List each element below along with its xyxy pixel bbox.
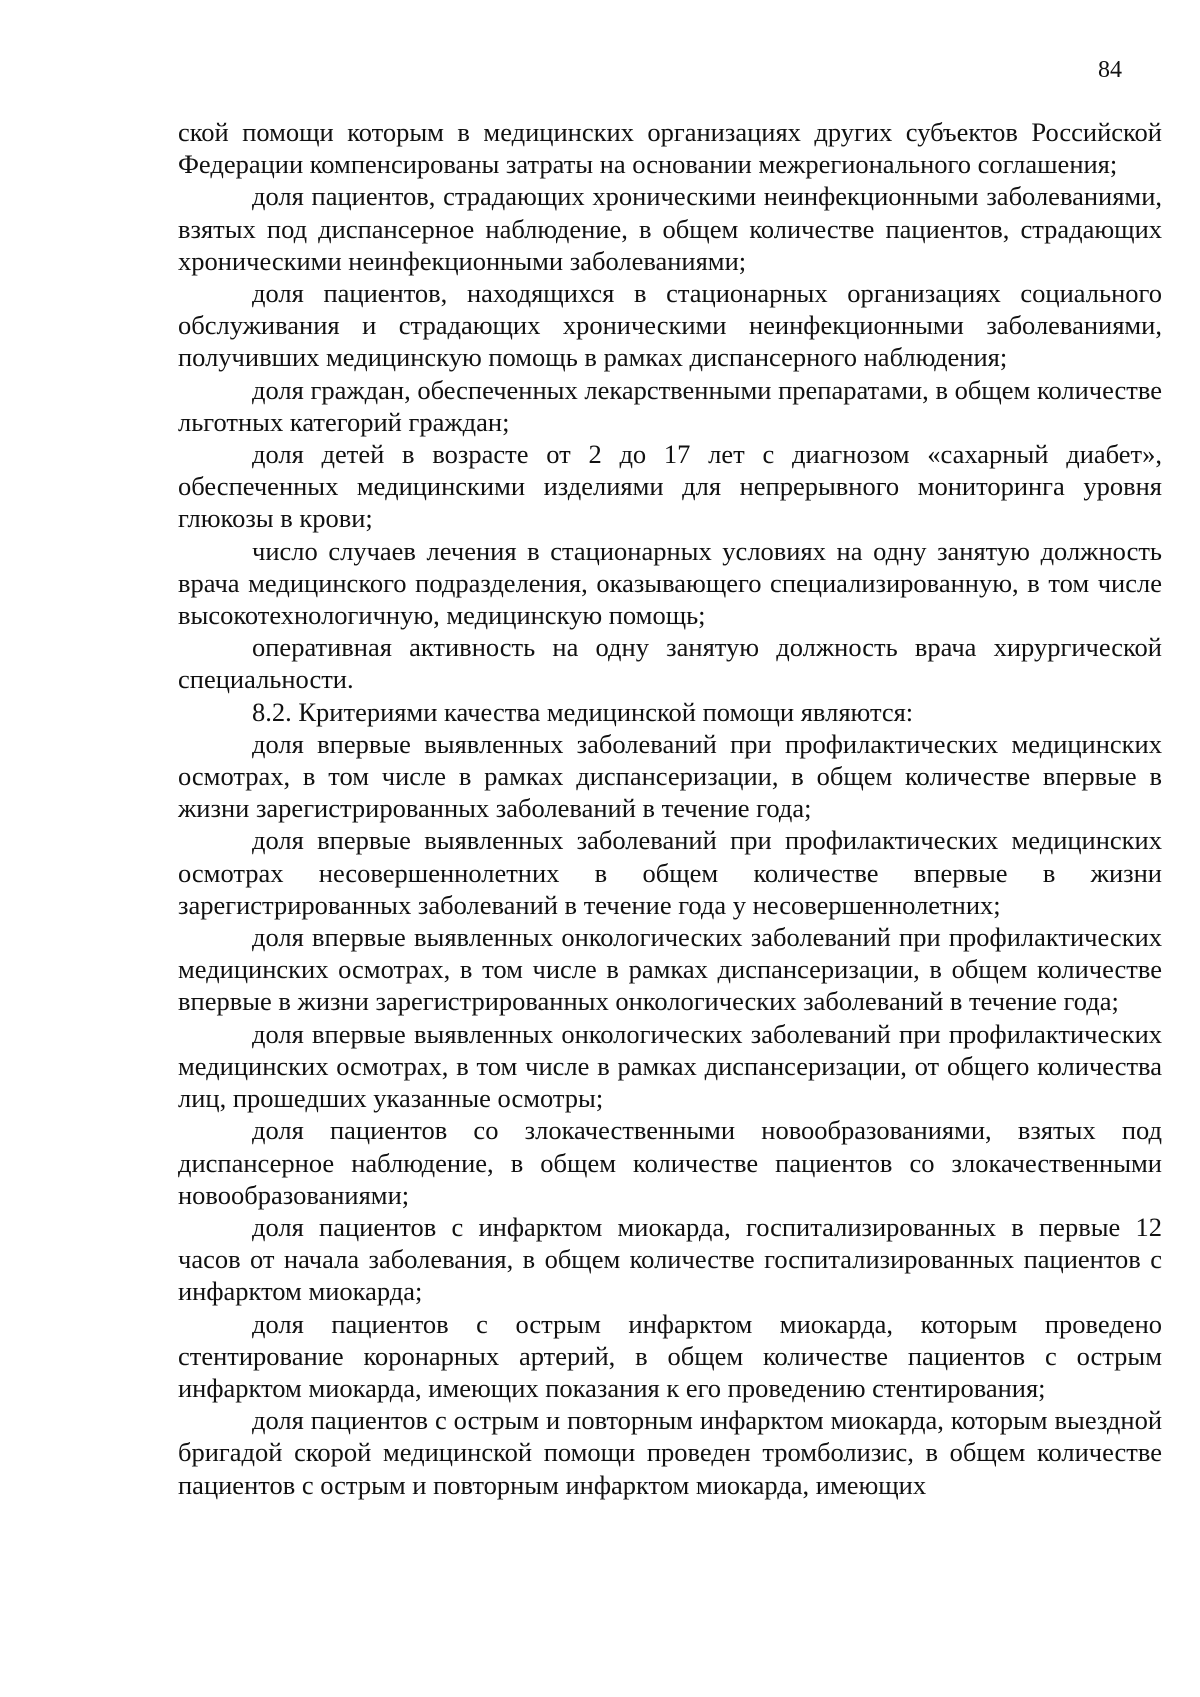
paragraph: доля пациентов с острым инфарктом миокарда, которым проведено стентирование коронарных артерий, в общем количестве пациентов с острым инфарктом миокарда, имеющих показания к его проведению стентирования; — [178, 1308, 1162, 1403]
paragraph: доля граждан, обеспеченных лекарственными препаратами, в общем количестве льготных категорий граждан; — [178, 374, 1162, 437]
section-heading-8-2: 8.2. Критериями качества медицинской помощи являются: — [252, 696, 914, 727]
paragraph: доля впервые выявленных онкологических заболеваний при профилактических медицинских осмотрах, в том числе в рамках диспансеризации, в общем количестве впервые в жизни зарегистрированных онкологических заболеваний в течение года; — [178, 922, 1162, 1017]
paragraph: доля пациентов с инфарктом миокарда, госпитализированных в первые 12 часов от начала заболевания, в общем количестве госпитализированных пациентов с инфарктом миокарда; — [178, 1211, 1162, 1307]
paragraph: оперативная активность на одну занятую должность врача хирургической специальности. — [178, 632, 1162, 695]
paragraph: доля пациентов, страдающих хроническими неинфекционными заболеваниями, взятых под диспансерное наблюдение, в общем количестве пациентов, страдающих хроническими неинфекционными заболеваниями; — [178, 181, 1162, 276]
paragraph: доля впервые выявленных онкологических заболеваний при профилактических медицинских осмотрах, в том числе в рамках диспансеризации, от общего количества лиц, прошедших указанные осмотры; — [178, 1018, 1162, 1114]
paragraph: доля впервые выявленных заболеваний при профилактических медицинских осмотрах, в том числе в рамках диспансеризации, в общем количестве впервые в жизни зарегистрированных заболеваний в течение года; — [178, 728, 1162, 824]
page-number: 84 — [1098, 57, 1122, 83]
paragraph: доля пациентов с острым и повторным инфарктом миокарда, которым выездной бригадой скорой медицинской помощи проведен тромболизис, в общем количестве пациентов с острым и повторным инфарктом миокарда, имеющих — [178, 1405, 1162, 1500]
paragraph-continuation: ской помощи которым в медицинских организациях других субъектов Российской Федерации компенсированы затраты на основании межрегионального соглашения; — [178, 117, 1162, 180]
paragraph: доля детей в возрасте от 2 до 17 лет с диагнозом «сахарный диабет», обеспеченных медицинскими изделиями для непрерывного мониторинга уровня глюкозы в крови; — [178, 439, 1162, 534]
paragraph: доля пациентов со злокачественными новообразованиями, взятых под диспансерное наблюдение, в общем количестве пациентов со злокачественными новообразованиями; — [178, 1115, 1162, 1210]
paragraph: число случаев лечения в стационарных условиях на одну занятую должность врача медицинского подразделения, оказывающего специализированную, в том числе высокотехнологичную, медицинскую помощь; — [178, 535, 1162, 631]
document-body — [178, 116, 1162, 1501]
paragraph: доля пациентов, находящихся в стационарных организациях социального обслуживания и страдающих хроническими неинфекционными заболеваниями, получивших медицинскую помощь в рамках диспансерного наблюдения; — [178, 278, 1162, 373]
paragraph: доля впервые выявленных заболеваний при профилактических медицинских осмотрах несовершеннолетних в общем количестве впервые в жизни зарегистрированных заболеваний в течение года у несовершеннолетних; — [178, 825, 1162, 920]
